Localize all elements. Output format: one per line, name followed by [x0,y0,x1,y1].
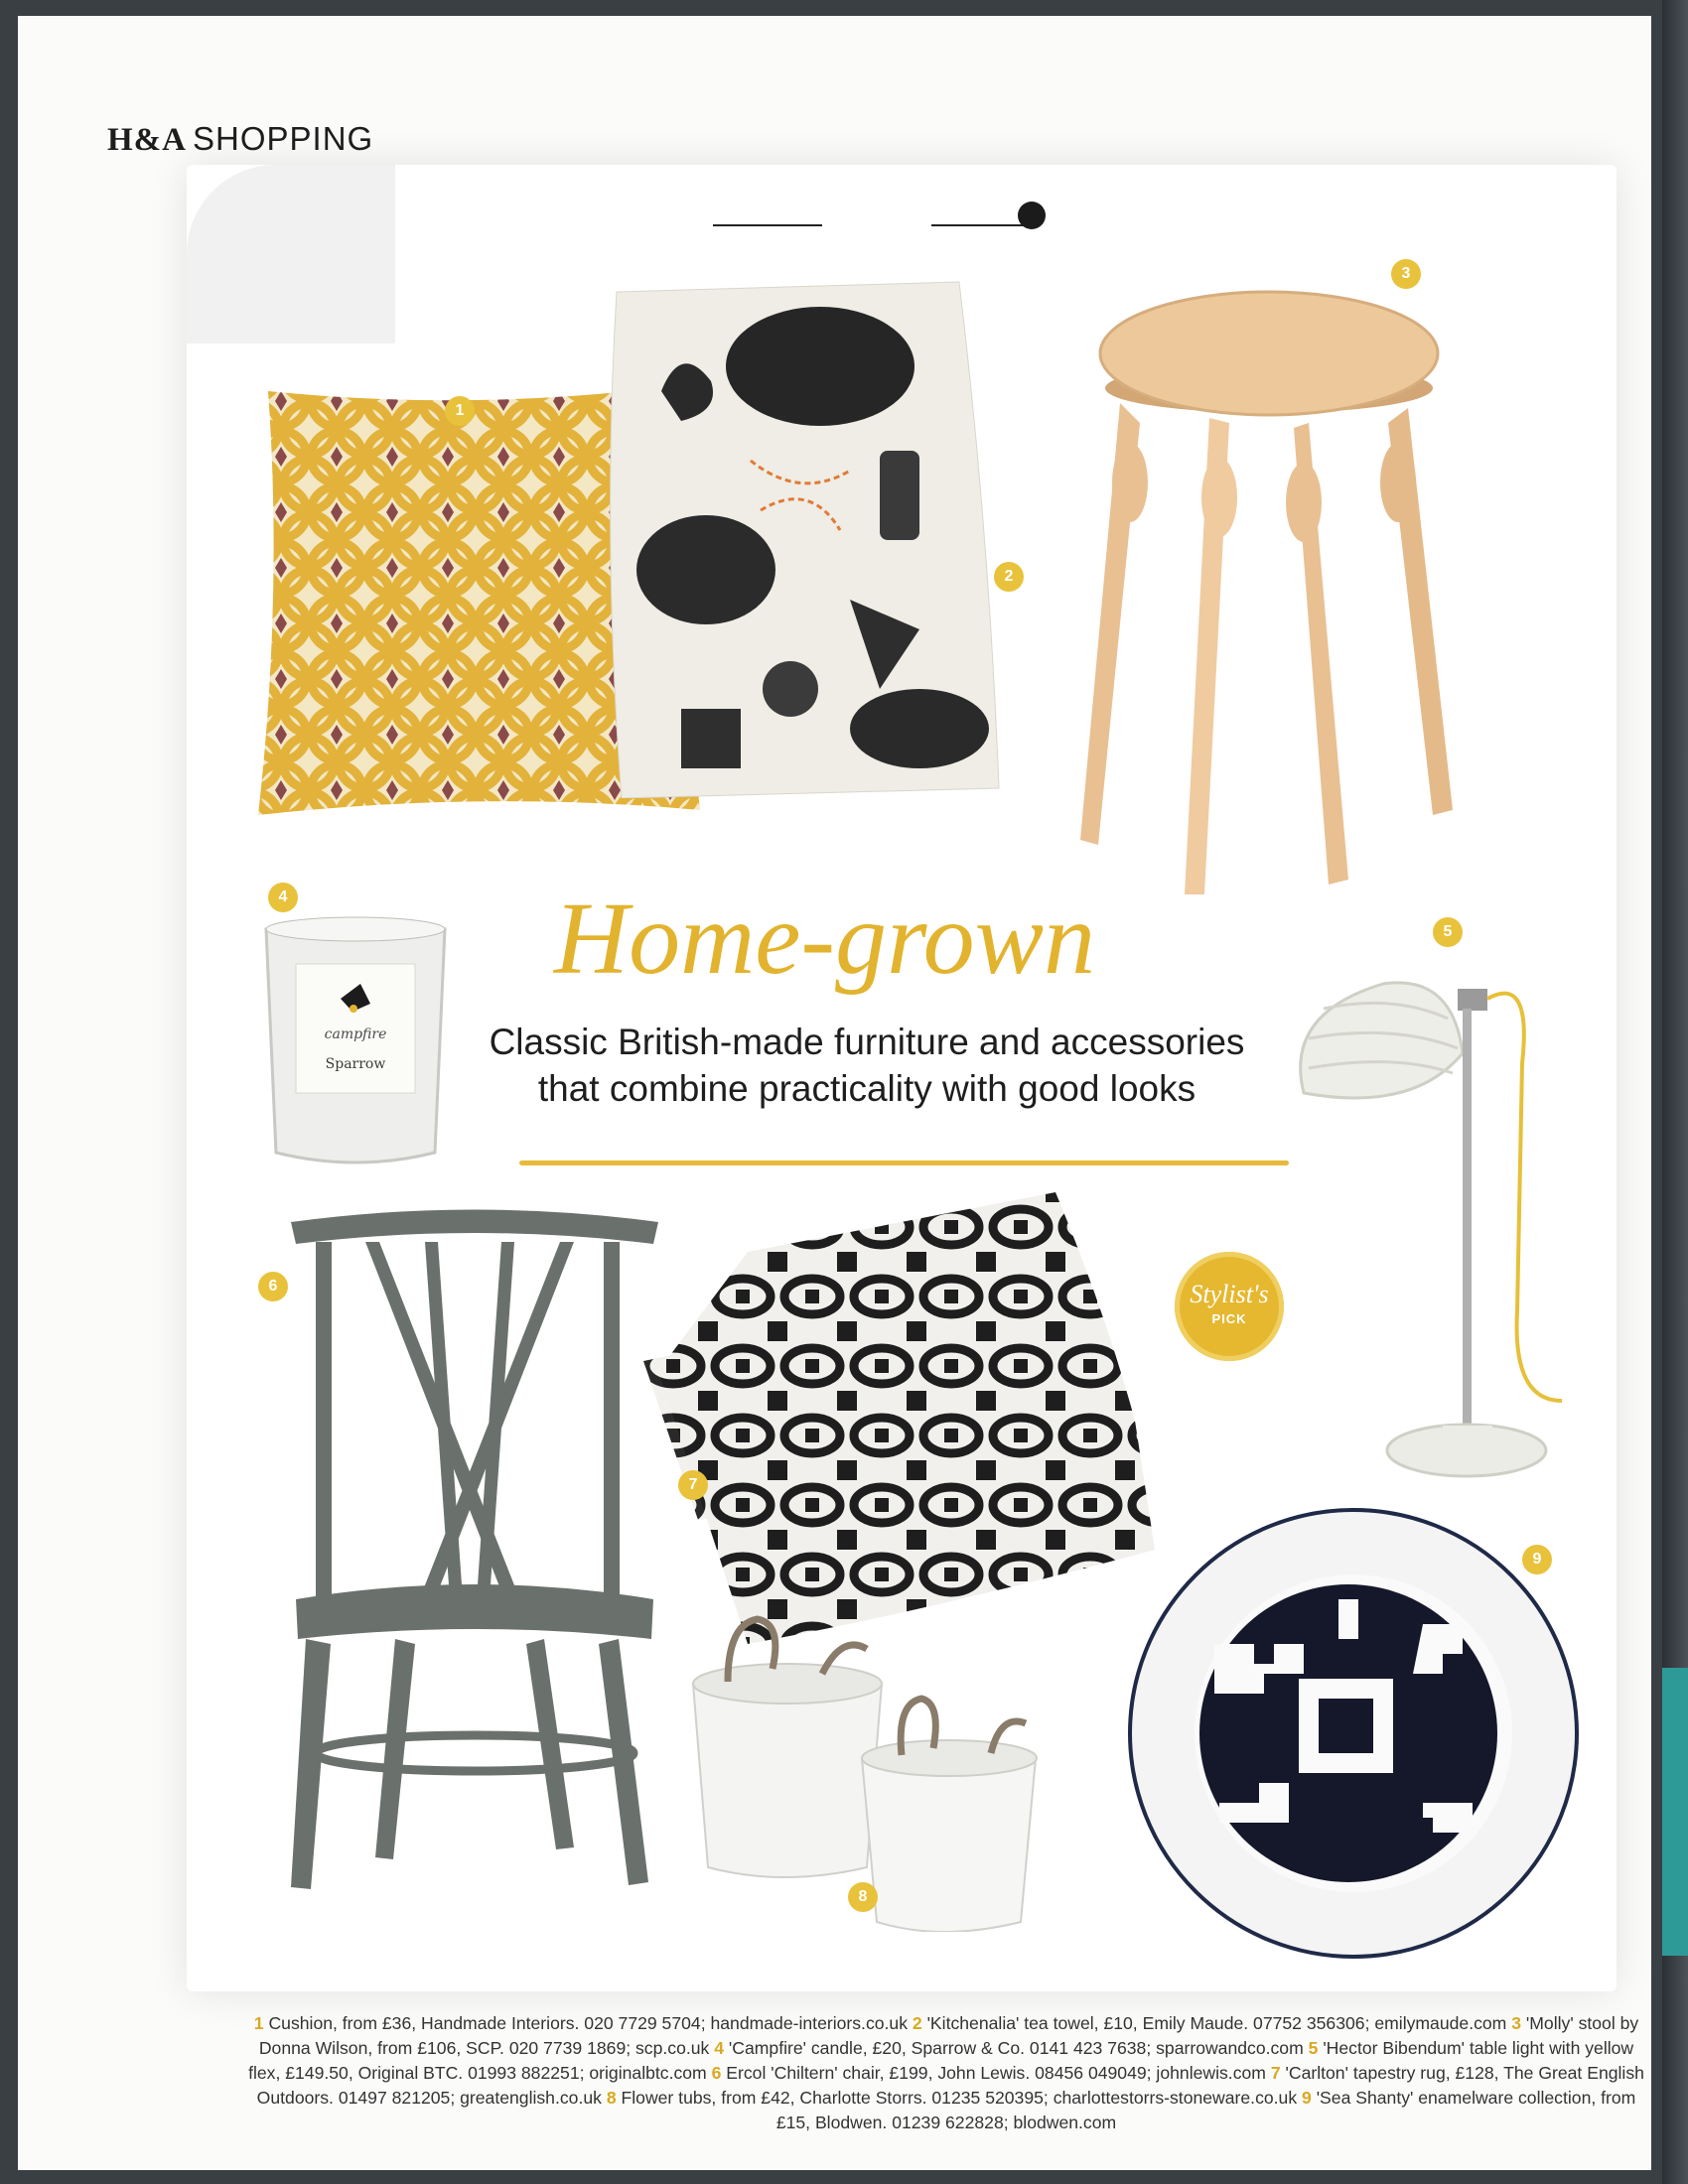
feature-subtitle [475,1019,1259,1112]
item-number-6: 6 [258,1272,288,1301]
product-credits [241,2011,1651,2135]
feature-title: Home-grown [554,882,1095,996]
credit-number-7: 7 [1270,2063,1281,2083]
lamp-image [1264,934,1602,1490]
credit-number-4: 4 [714,2038,725,2058]
subtitle-line-2: that combine practicality with good looks [537,1068,1196,1109]
credit-text-3: 'Molly' stool by Donna Wilson, from £106, SCP. 020 7739 1869; scp.co.uk [258,2013,1639,2058]
item-number-3: 3 [1391,259,1421,289]
credit-number-2: 2 [912,2013,922,2033]
item-number-2: 2 [994,562,1024,592]
credit-text-2: 'Kitchenalia' tea towel, £10, Emily Maude. 07752 356306; emilymaude.com [926,2013,1507,2033]
page-header [107,120,373,159]
credit-text-7: 'Carlton' tapestry rug, £128, The Great English Outdoors. 01497 821205; greatenglish.co.uk [256,2063,1644,2108]
candle-label-script: campfire [324,1026,387,1042]
credit-number-8: 8 [606,2088,617,2108]
magazine-page [18,16,1651,2170]
item-number-4: 4 [268,883,298,912]
stool-image [1060,284,1477,899]
pin-line-right [931,224,1026,226]
panel-corner [187,165,395,343]
stylists-pick-badge [1175,1252,1284,1361]
magazine-brand: H&A [107,122,187,158]
subtitle-line-1: Classic British-made furniture and accessories [489,1022,1245,1062]
credit-number-5: 5 [1308,2038,1319,2058]
credit-text-1: Cushion, from £36, Handmade Interiors. 020 7729 5704; handmade-interiors.co.uk [268,2013,908,2033]
candle-image [256,909,455,1167]
credit-text-6: Ercol 'Chiltern' chair, £199, John Lewis. 08456 049049; johnlewis.com [726,2063,1266,2083]
chair-image [276,1202,673,1897]
credit-text-8: Flower tubs, from £42, Charlotte Storrs. 01235 520395; charlottestorrs-stoneware.co.uk [621,2088,1298,2108]
rug-image [638,1192,1195,1649]
credit-text-5: 'Hector Bibendum' table light with yellow flex, £149.50, Original BTC. 01993 882251; originalbtc.com [248,2038,1634,2083]
credit-text-4: 'Campfire' candle, £20, Sparrow & Co. 0141 423 7638; sparrowandco.com [728,2038,1304,2058]
pin-line-left [713,224,822,226]
badge-line-1: Stylist's [1190,1280,1269,1308]
credit-number-6: 6 [711,2063,722,2083]
item-number-8: 8 [848,1882,878,1912]
credit-number-1: 1 [253,2013,264,2033]
badge-line-2: PICK [1211,1311,1247,1326]
title-divider [519,1160,1289,1165]
credit-text-9: 'Sea Shanty' enamelware collection, from £15, Blodwen. 01239 622828; blodwen.com [775,2088,1636,2132]
tea-towel-image [592,272,1009,798]
item-number-1: 1 [445,396,475,426]
page-spine-tab [1662,1668,1688,1956]
item-number-7: 7 [678,1470,708,1500]
item-number-9: 9 [1522,1545,1552,1574]
enamel-plate-image [1125,1505,1582,1962]
flower-tubs-image [673,1604,1070,1932]
section-label: SHOPPING [193,120,374,157]
credit-number-3: 3 [1511,2013,1522,2033]
pin-head [1018,202,1046,229]
candle-label-brand: Sparrow [325,1056,386,1072]
item-number-5: 5 [1433,917,1463,947]
credit-number-9: 9 [1302,2088,1312,2108]
